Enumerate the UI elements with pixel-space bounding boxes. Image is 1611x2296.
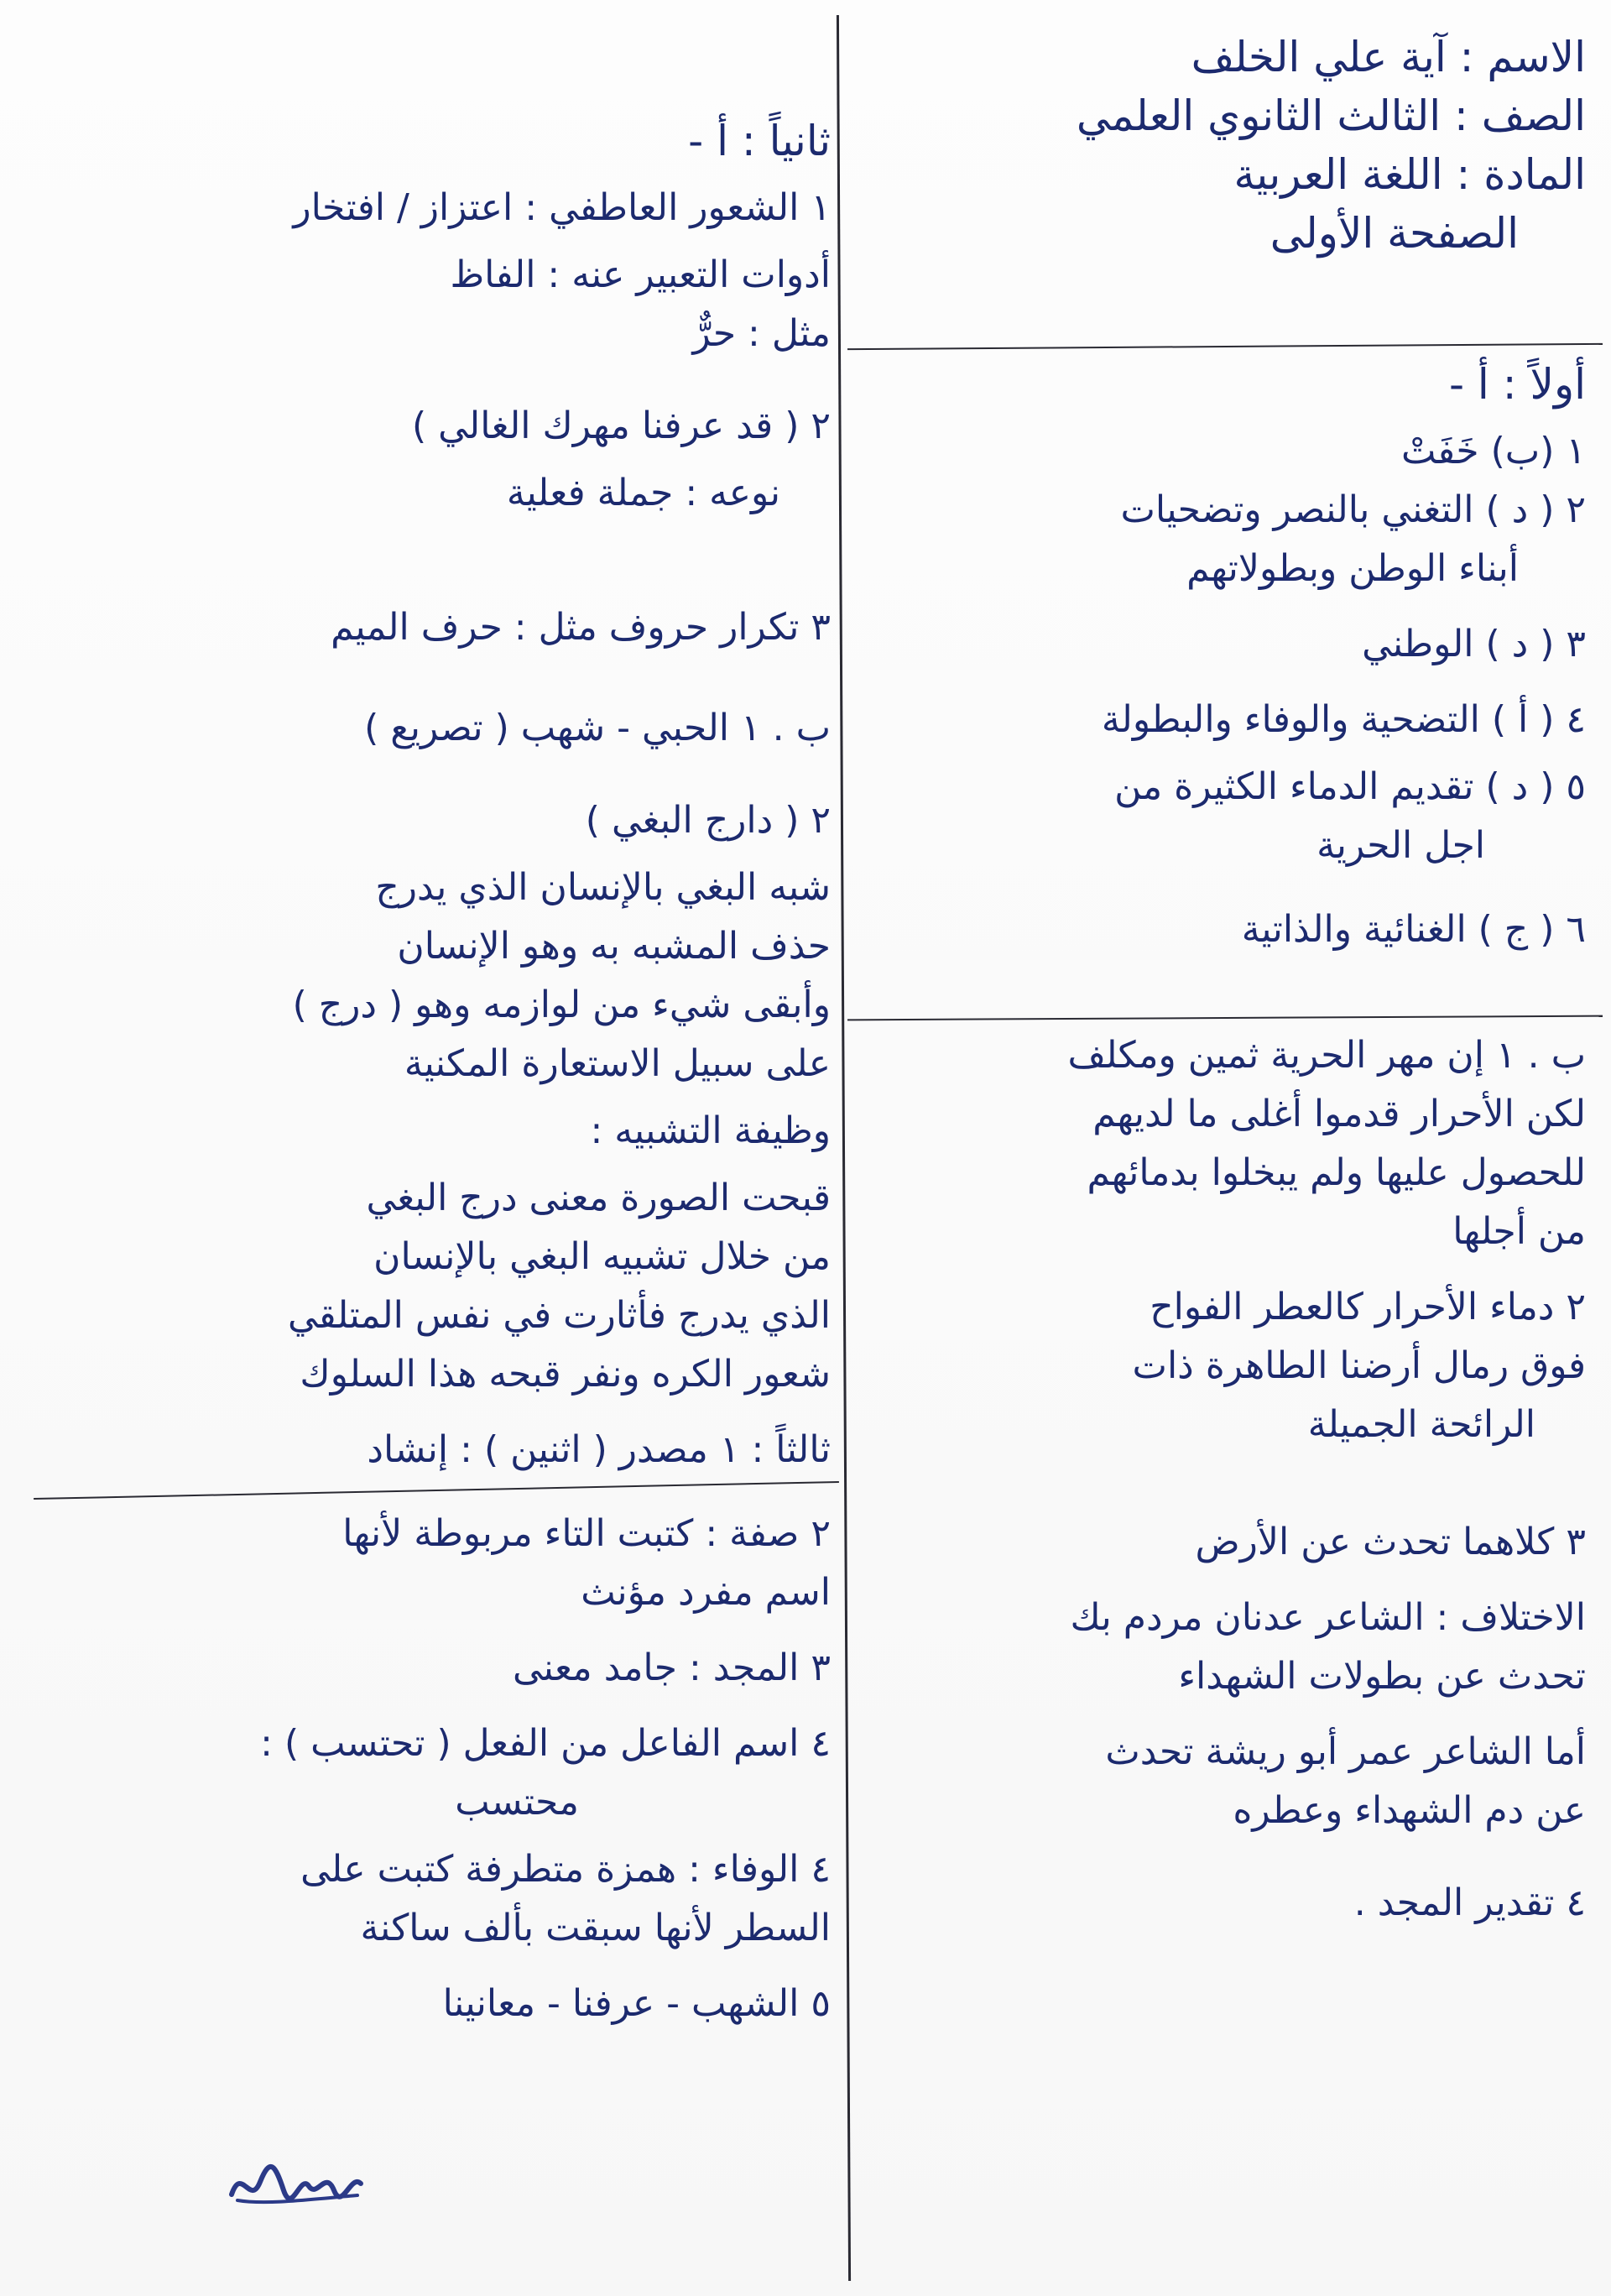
- answer-3-2: ٢ صفة : كتبت التاء مربوطة لأنها: [342, 1512, 831, 1555]
- answer-2b2-l6: وظيفة التشبيه :: [590, 1109, 831, 1152]
- section1-title: أولاً : أ -: [1448, 360, 1586, 409]
- left-column: [50, 0, 831, 2296]
- answer-b1-l2: لكن الأحرار قدموا أغلى ما لديهم: [1092, 1093, 1586, 1135]
- answer-2b2-l2: شبه البغي بالإنسان الذي يدرج: [375, 866, 831, 909]
- answer-3-1: ثالثاً : ١ مصدر ( اثنين ) : إنشاد: [367, 1428, 831, 1471]
- answer-3-4-l2: محتسب: [455, 1781, 579, 1824]
- answer-3-2-l2: اسم مفرد مؤنث: [581, 1571, 831, 1614]
- answer-2b2-l7: قبحت الصورة معنى درج البغي: [366, 1177, 831, 1219]
- answer-b1-l3: للحصول عليها ولم يبخلوا بدمائهم: [1087, 1151, 1586, 1194]
- answer-a2: ٢ ( د ) التغني بالنصر وتضحيات: [1120, 488, 1586, 531]
- answer-b3-diff-l2: تحدث عن بطولات الشهداء: [1178, 1655, 1586, 1698]
- answer-3-3: ٣ المجد : جامد معنى: [513, 1646, 831, 1689]
- page-label: الصفحة الأولى: [1270, 209, 1519, 258]
- answer-b3-diff-l4: عن دم الشهداء وعطره: [1233, 1789, 1586, 1832]
- section2-title: ثانياً : أ -: [688, 117, 831, 165]
- answer-2a1-l3: مثل : حرٌّ: [692, 312, 831, 355]
- answer-3-4: ٤ اسم الفاعل من الفعل ( تحتسب ) :: [260, 1722, 831, 1765]
- answer-3-5: ٤ الوفاء : همزة متطرفة كتبت على: [300, 1848, 831, 1891]
- answer-a4: ٤ ( أ ) التضحية والوفاء والبطولة: [1101, 698, 1586, 741]
- answer-2b2-l10: شعور الكره ونفر قبحه هذا السلوك: [300, 1353, 831, 1396]
- answer-b2: ٢ دماء الأحرار كالعطر الفواح: [1150, 1286, 1586, 1328]
- student-name: الاسم : آية علي الخلف: [1191, 33, 1586, 81]
- answer-2b2-l8: من خلال تشبيه البغي بالإنسان: [373, 1235, 831, 1278]
- answer-2a3: ٣ تكرار حروف مثل : حرف الميم: [331, 606, 831, 649]
- answer-2a1-l2: أدوات التعبير عنه : الفاظ: [450, 253, 831, 296]
- answer-2b2-l5: على سبيل الاستعارة المكنية: [404, 1042, 831, 1085]
- answer-b3-diff: الاختلاف : الشاعر عدنان مردم بك: [1070, 1596, 1586, 1639]
- answer-a5: ٥ ( د ) تقديم الدماء الكثيرة من: [1114, 765, 1586, 808]
- answer-2b2-l9: الذي يدرج فأثارت في نفس المتلقي: [287, 1294, 831, 1337]
- answer-2b1: ب . ١ الحبي - شهب ( تصريع ): [364, 707, 831, 749]
- signature: [225, 2148, 368, 2215]
- right-column: [864, 0, 1586, 2296]
- answer-2a2-l2: نوعه : جملة فعلية: [506, 472, 780, 514]
- student-grade: الصف : الثالث الثانوي العلمي: [1076, 91, 1586, 140]
- signature-scribble: [225, 2148, 368, 2215]
- answer-b4: ٤ تقدير المجد .: [1353, 1881, 1586, 1924]
- answer-2b2: ٢ ( دارج البغي ): [585, 799, 831, 842]
- answer-a1: ١ (ب) خَفَتْ: [1400, 430, 1586, 472]
- answer-3-6: ٥ الشهب - عرفنا - معانينا: [442, 1982, 831, 2025]
- answer-a5-cont: اجل الحرية: [1316, 824, 1485, 867]
- answer-a3: ٣ ( د ) الوطني: [1362, 623, 1586, 665]
- answer-a6: ٦ ( ج ) الغنائية والذاتية: [1241, 908, 1586, 951]
- answer-b2-l2: فوق رمال أرضنا الطاهرة ذات: [1132, 1344, 1586, 1387]
- answer-b2-l3: الرائحة الجميلة: [1307, 1403, 1535, 1446]
- answer-3-5-l2: السطر لأنها سبقت بألف ساكنة: [360, 1907, 831, 1949]
- answer-2a2: ٢ ( قد عرفنا مهرك الغالي ): [411, 404, 831, 447]
- answer-b3-diff-l3: أما الشاعر عمر أبو ريشة تحدث: [1105, 1730, 1586, 1773]
- answer-2a1: ١ الشعور العاطفي : اعتزاز / افتخار: [293, 186, 831, 229]
- subject: المادة : اللغة العربية: [1233, 150, 1586, 199]
- vertical-divider: [837, 15, 851, 2281]
- answer-b3: ٣ كلاهما تحدث عن الأرض: [1195, 1521, 1586, 1563]
- answer-b1-l4: من أجلها: [1452, 1210, 1586, 1253]
- answer-a2-cont: أبناء الوطن وبطولاتهم: [1186, 547, 1519, 590]
- answer-2b2-l3: حذف المشبه به وهو الإنسان: [397, 925, 831, 968]
- answer-2b2-l4: وأبقى شيء من لوازمه وهو ( درج ): [292, 984, 831, 1026]
- answer-b1: ب . ١ إن مهر الحرية ثمين ومكلف: [1067, 1034, 1586, 1077]
